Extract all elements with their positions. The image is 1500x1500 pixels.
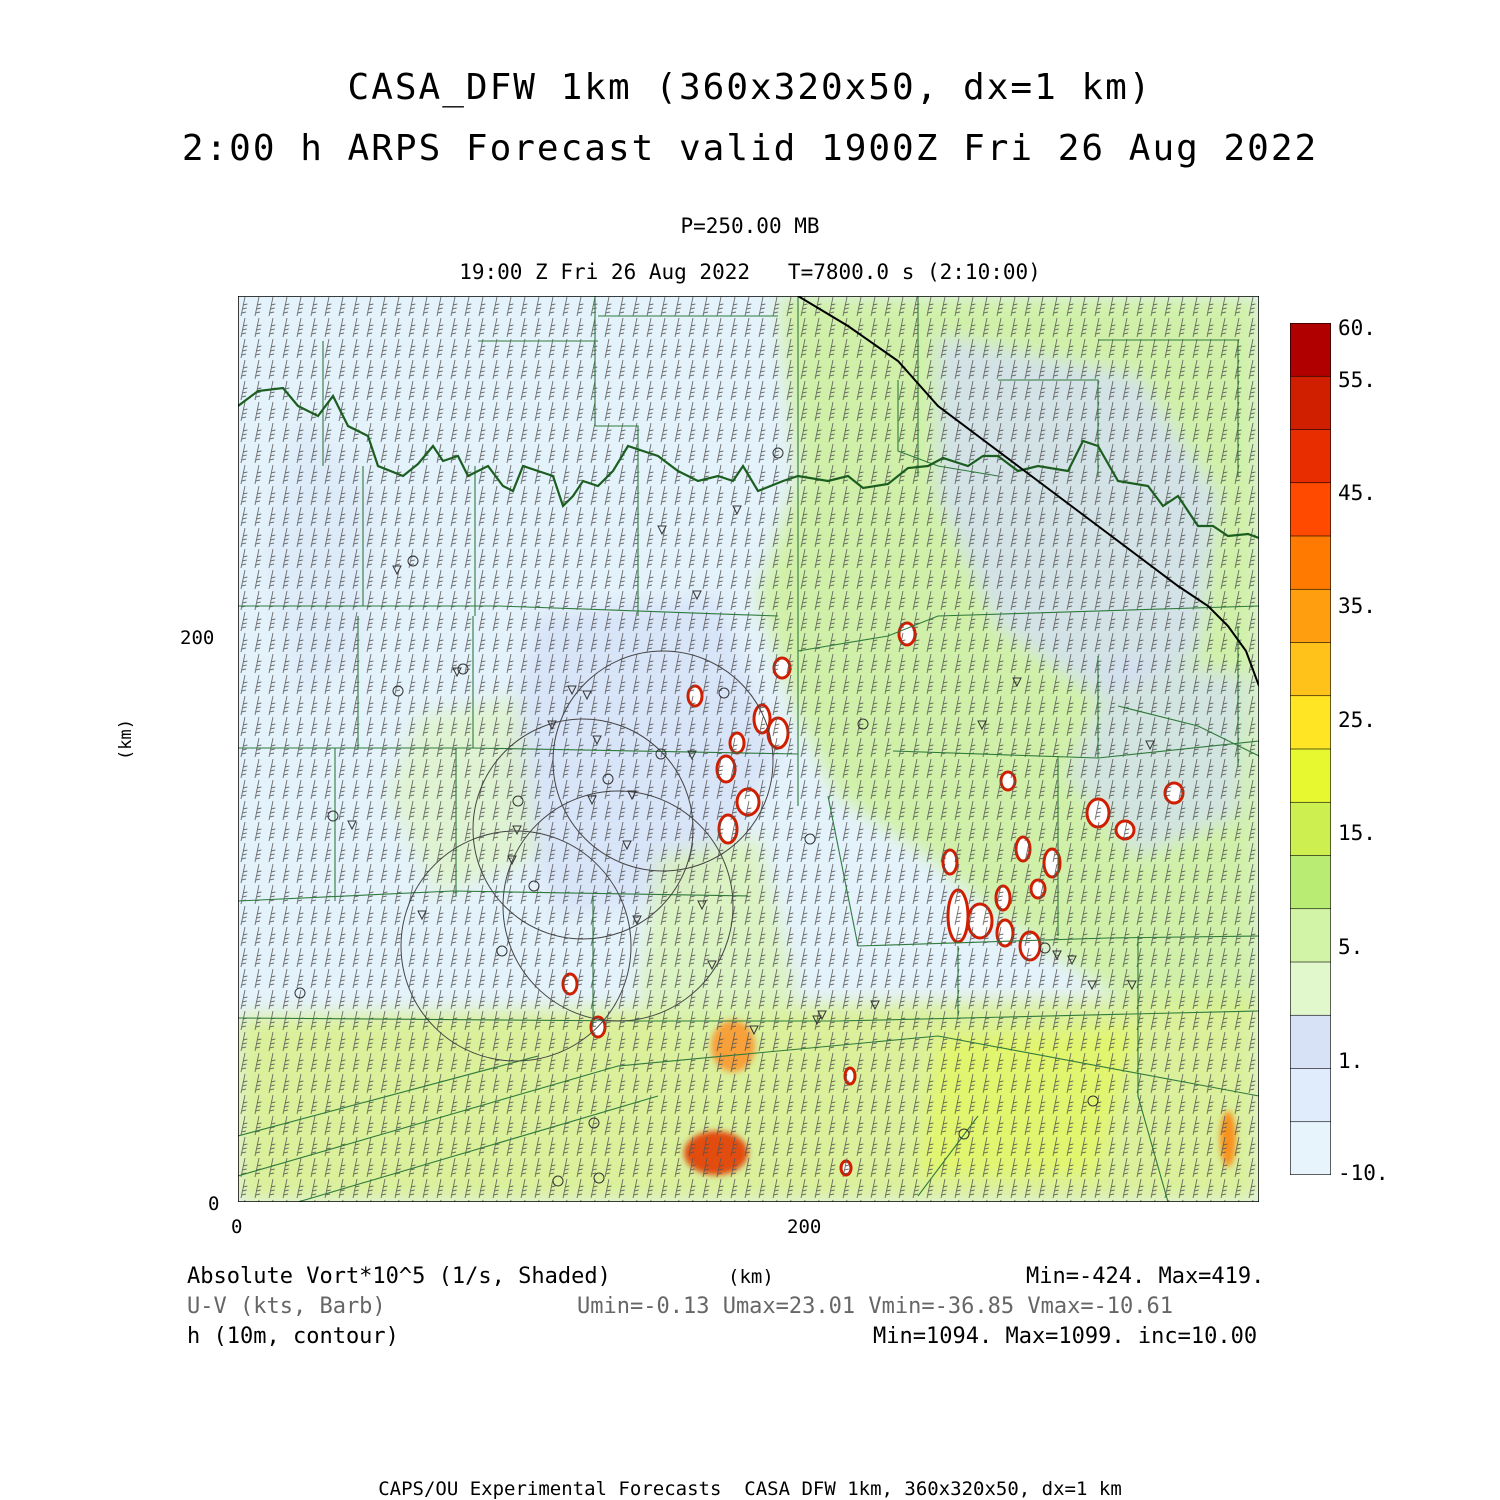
footer-credit: CAPS/OU Experimental Forecasts CASA DFW 1km, 360x320x50, dx=1 km xyxy=(378,1478,1122,1500)
colorbar-swatch xyxy=(1290,749,1331,803)
vorticity-map xyxy=(238,296,1259,1202)
valid-time: 19:00 Z Fri 26 Aug 2022 T=7800.0 s (2:10:00) xyxy=(459,260,1041,284)
colorbar-label-55: 55. xyxy=(1338,368,1376,392)
x-tick-label-0: 0 xyxy=(231,1216,243,1238)
legend-field-height: h (10m, contour) xyxy=(187,1324,399,1349)
height-stats: Min=1094. Max=1099. inc=10.00 xyxy=(873,1324,1258,1349)
colorbar-label-5: 5. xyxy=(1338,935,1364,959)
colorbar-swatch xyxy=(1290,483,1331,537)
colorbar-label-minus10: -10. xyxy=(1338,1161,1389,1185)
colorbar-label-35: 35. xyxy=(1338,594,1376,618)
colorbar-swatch xyxy=(1290,962,1331,1016)
colorbar-swatch xyxy=(1290,1015,1331,1069)
y-tick-label-0: 0 xyxy=(208,1193,220,1215)
colorbar-swatch xyxy=(1290,856,1331,910)
colorbar-swatch xyxy=(1290,376,1331,430)
colorbar xyxy=(1290,323,1331,1175)
legend-field-vorticity: Absolute Vort*10^5 (1/s, Shaded) xyxy=(187,1264,611,1289)
colorbar-swatch xyxy=(1290,643,1331,697)
colorbar-label-15: 15. xyxy=(1338,821,1376,845)
colorbar-swatch xyxy=(1290,430,1331,484)
x-axis-label: (km) xyxy=(728,1266,774,1288)
wind-barbs xyxy=(238,296,1259,1202)
colorbar-label-25: 25. xyxy=(1338,708,1376,732)
wind-stats: Umin=-0.13 Umax=23.01 Vmin=-36.85 Vmax=-10.61 xyxy=(577,1294,1174,1319)
y-tick-label-200: 200 xyxy=(180,627,215,649)
plot-title-line1: CASA_DFW 1km (360x320x50, dx=1 km) xyxy=(347,67,1153,108)
colorbar-label-45: 45. xyxy=(1338,481,1376,505)
colorbar-label-1: 1. xyxy=(1338,1049,1364,1073)
colorbar-swatch xyxy=(1290,1069,1331,1123)
pressure-level: P=250.00 MB xyxy=(680,214,820,238)
colorbar-label-60: 60. xyxy=(1338,316,1376,340)
legend-field-wind: U-V (kts, Barb) xyxy=(187,1294,386,1319)
colorbar-swatch xyxy=(1290,1122,1331,1175)
x-tick-label-200: 200 xyxy=(787,1216,822,1238)
vorticity-stats: Min=-424. Max=419. xyxy=(1026,1264,1265,1289)
y-axis-label: (km) xyxy=(116,719,136,760)
plot-title-line2: 2:00 h ARPS Forecast valid 1900Z Fri 26 Aug 2022 xyxy=(181,128,1319,169)
colorbar-swatch xyxy=(1290,536,1331,590)
colorbar-swatch xyxy=(1290,802,1331,856)
colorbar-swatch xyxy=(1290,909,1331,963)
colorbar-swatch xyxy=(1290,589,1331,643)
colorbar-swatch xyxy=(1290,696,1331,750)
colorbar-swatch xyxy=(1290,323,1331,377)
